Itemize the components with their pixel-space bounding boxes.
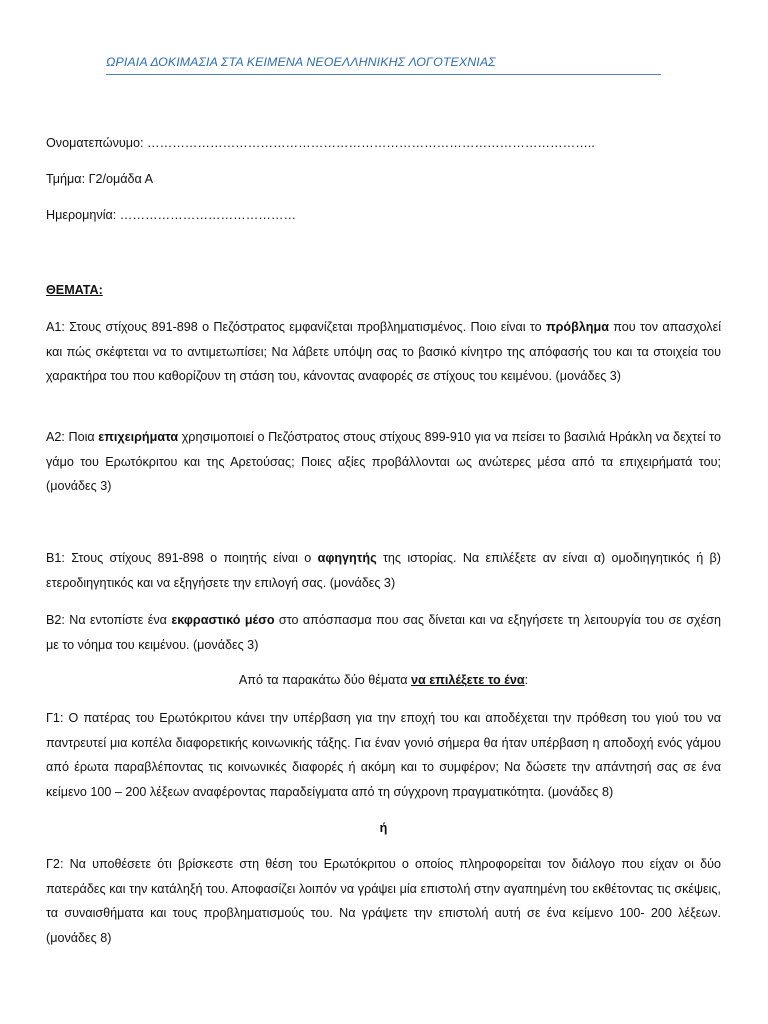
class-field: Τμήμα: Γ2/ομάδα Α	[46, 172, 154, 186]
a1-text-end: που τον απασχολεί και πώς σκέφτεται να το αντιμετωπίσει; Να λάβετε υπόψη σας το βασικό κίνητρο της απόφασής του και τα στοιχεία του χαρακτήρα του που καθορίζουν τη στάση του, κάνοντας αναφορές σε στίχους του κειμένου. (μονάδες 3)	[46, 320, 721, 383]
name-field: Ονοματεπώνυμο: ……………………………………………………………………………………………..	[46, 136, 595, 150]
question-g1: Γ1: Ο πατέρας του Ερωτόκριτου κάνει την υπέρβαση για την εποχή του και αποδέχεται την πρόθεση του γιού του να παντρευτεί μια κοπέλα διαφορετικής κοινωνικής τάξης. Για έναν γονιό σήμερα θα ήταν υπέρβαση η αποδοχή ενός γάμου από έρωτα παραβλέποντας τις κοινωνικές διαφορές ή ακόμη και το συμφέρον; Να δώσετε την απάντησή σας σε ένα κείμενο 100 – 200 λέξεων αναφέροντας παραδείγματα από τη σύγχρονη πραγματικότητα. (μονάδες 8)	[46, 711, 721, 799]
b2-text-end: στο απόσπασμα που σας δίνεται και να εξηγήσετε τη λειτουργία του σε σχέση με το νόημα του κειμένου. (μονάδες 3)	[46, 613, 721, 652]
question-g2: Γ2: Να υποθέσετε ότι βρίσκεστε στη θέση του Ερωτόκριτου ο οποίος πληροφορείται τον διάλογο που είχαν οι δύο πατεράδες και την κατάληξή του. Αποφασίζει λοιπόν να γράψει μία επιστολή στην αγαπημένη του εκθέτοντας τις σκέψεις, τα συναισθήματα και τους προβληματισμούς του. Να γράψετε την επιστολή αυτή σε ένα κείμενο 100- 200 λέξεων. (μονάδες 8)	[46, 857, 721, 945]
choice-keyword: να επιλέξετε το ένα	[410, 673, 525, 687]
b1-text-start: Β1: Στους στίχους 891-898 ο ποιητής είναι ο	[46, 551, 318, 565]
themes-heading: ΘΕΜΑΤΑ:	[46, 283, 103, 297]
a1-text-start: Α1: Στους στίχους 891-898 ο Πεζόστρατος εμφανίζεται προβληματισμένος. Ποιο είναι το	[46, 320, 546, 334]
b1-text-end: της ιστορίας. Να επιλέξετε αν είναι α) ομοδιηγητικός ή β) ετεροδιηγητικός και να εξηγήσετε την επιλογή σας. (μονάδες 3)	[46, 551, 721, 590]
choice-instruction	[46, 673, 721, 687]
b2-keyword: εκφραστικό μέσο	[171, 613, 275, 627]
date-field: Ημερομηνία: ……………………………………	[46, 208, 297, 222]
a2-text-start: Α2: Ποια	[46, 430, 99, 444]
choice-text-start: Από τα παρακάτω δύο θέματα	[238, 673, 411, 687]
a2-text-end: χρησιμοποιεί ο Πεζόστρατος στους στίχους 899-910 για να πείσει το βασιλιά Ηράκλη να δεχτεί το γάμο του Ερωτόκριτου και της Αρετούσας; Ποιες αξίες προβάλλονται ως ανώτερες μέσα από τα επιχειρήματά του; (μονάδες 3)	[46, 430, 721, 493]
document-header: ΩΡΙΑΙΑ ΔΟΚΙΜΑΣΙΑ ΣΤΑ ΚΕΙΜΕΝΑ ΝΕΟΕΛΛΗΝΙΚΗΣ ΛΟΓΟΤΕΧΝΙΑΣ	[106, 55, 661, 75]
a1-keyword: πρόβλημα	[545, 320, 609, 334]
or-separator: ή	[379, 821, 388, 835]
question-a2	[46, 425, 721, 499]
b2-text-start: Β2: Να εντοπίστε ένα	[46, 613, 172, 627]
question-b1	[46, 546, 721, 595]
question-b2	[46, 608, 721, 657]
b1-keyword: αφηγητής	[317, 551, 377, 565]
question-a1	[46, 315, 721, 389]
choice-text-end: :	[524, 673, 529, 687]
a2-keyword: επιχειρήματα	[98, 430, 179, 444]
